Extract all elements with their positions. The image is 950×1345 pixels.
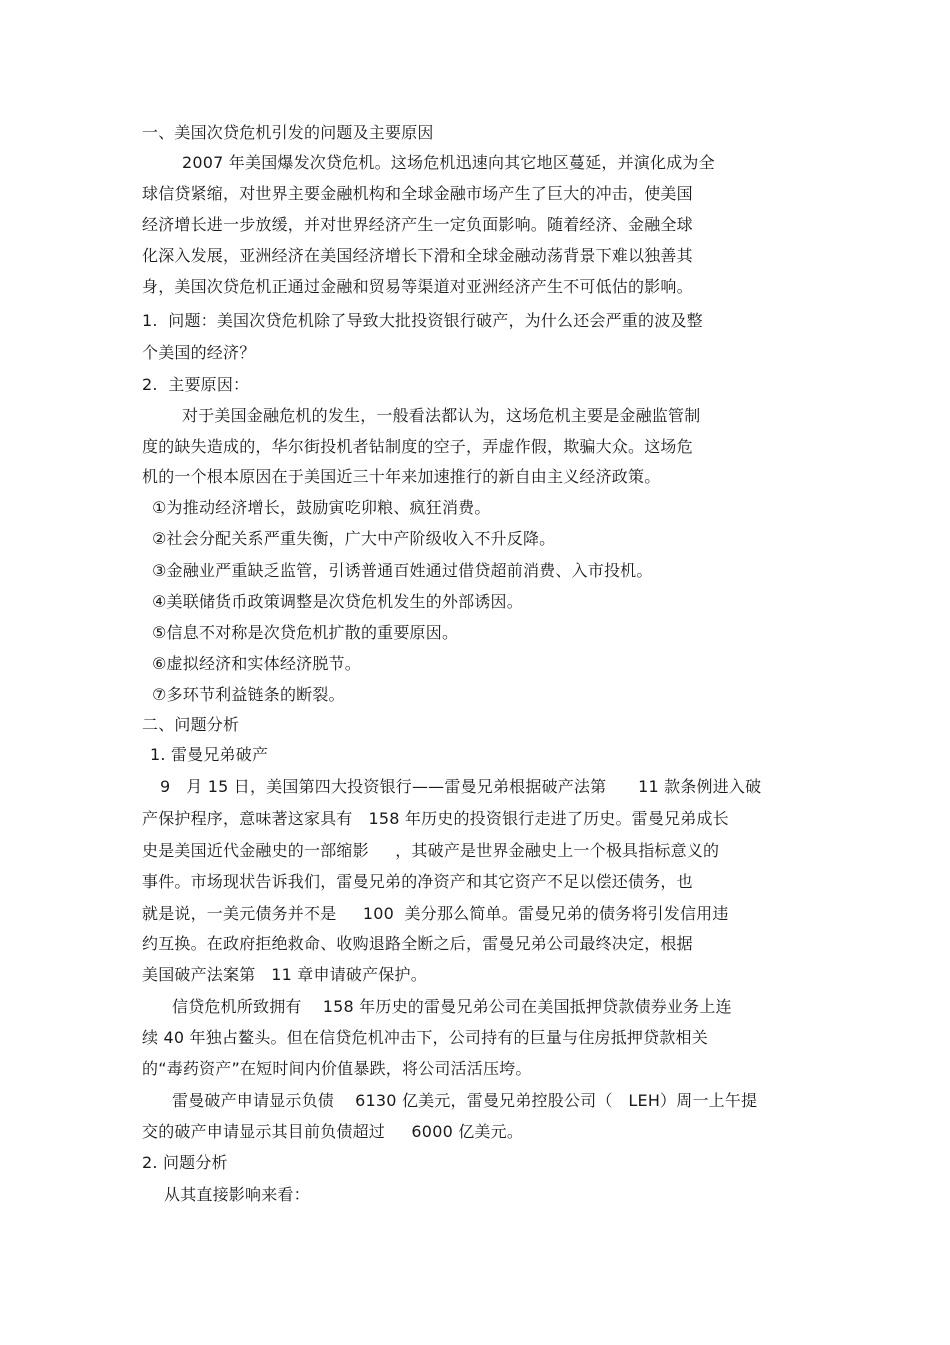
paragraph-lehman-line: 事件。市场现状告诉我们，雷曼兄弟的净资产和其它资产不足以偿还债务，也 [142, 872, 693, 891]
paragraph-intro-line: 2007 年美国爆发次贷危机。这场危机迅速向其它地区蔓延，并演化成为全 [182, 153, 715, 172]
paragraph-credit-line: 信贷危机所致拥有 158 年历史的雷曼兄弟公司在美国抵押贷款债券业务上连 [172, 997, 732, 1016]
reason-list-item: ④美联储货币政策调整是次贷危机发生的外部诱因。 [152, 592, 523, 611]
paragraph-credit-line: 续 40 年独占鳌头。但在信贷危机冲击下，公司持有的巨量与住房抵押贷款相关 [142, 1028, 708, 1047]
reason-list-item: ⑥虚拟经济和实体经济脱节。 [152, 654, 361, 673]
paragraph-intro-line: 身，美国次贷危机正通过金融和贸易等渠道对亚洲经济产生不可低估的影响。 [142, 277, 693, 296]
paragraph-credit-line: 的“毒药资产”在短时间内价值暴跌，将公司活活压垮。 [142, 1059, 532, 1078]
paragraph-lehman-line: 史是美国近代金融史的一部缩影 ，其破产是世界金融史上一个极具指标意义的 [142, 841, 720, 860]
reason-list-item: ⑦多环节利益链条的断裂。 [152, 685, 345, 704]
subsection-heading: 1. 雷曼兄弟破产 [150, 745, 269, 764]
paragraph-reasons-line: 机的一个根本原因在于美国近三十年来加速推行的新自由主义经济政策。 [142, 467, 661, 486]
paragraph-debt-line: 交的破产申请显示其目前负债超过 6000 亿美元。 [142, 1122, 524, 1141]
reason-list-item: ③金融业严重缺乏监管，引诱普通百姓通过借贷超前消费、入市投机。 [152, 561, 653, 580]
section-heading-1: 一、美国次贷危机引发的问题及主要原因 [142, 123, 434, 142]
question-item-line: 个美国的经济？ [142, 343, 256, 362]
subsection-heading: 2. 问题分析 [142, 1153, 228, 1172]
paragraph-debt-line: 雷曼破产申请显示负债 6130 亿美元，雷曼兄弟控股公司（ LEH）周一上午提 [172, 1091, 758, 1110]
paragraph-intro-line: 球信贷紧缩，对世界主要金融机构和全球金融市场产生了巨大的冲击，使美国 [142, 184, 693, 203]
reason-list-item: ②社会分配关系严重失衡，广大中产阶级收入不升反降。 [152, 529, 556, 548]
section-heading-2: 二、问题分析 [142, 715, 240, 734]
paragraph-lehman-line: 就是说，一美元债务并不是 100 美分那么简单。雷曼兄弟的债务将引发信用违 [142, 904, 729, 923]
question-item-line: 1. 问题：美国次贷危机除了导致大批投资银行破产，为什么还会严重的波及整 [142, 311, 703, 330]
paragraph-reasons-line: 度的缺失造成的，华尔街投机者钻制度的空子，弄虚作假，欺骗大众。这场危 [142, 437, 693, 456]
paragraph-lehman-line: 约互换。在政府拒绝救命、收购退路全断之后，雷曼兄弟公司最终决定，根据 [142, 934, 693, 953]
paragraph-intro-line: 经济增长进一步放缓，并对世界经济产生一定负面影响。随着经济、金融全球 [142, 215, 693, 234]
main-reasons-heading: 2. 主要原因： [142, 375, 250, 394]
reason-list-item: ⑤信息不对称是次贷危机扩散的重要原因。 [152, 623, 459, 642]
paragraph-impact-line: 从其直接影响来看： [164, 1185, 310, 1204]
paragraph-intro-line: 化深入发展，亚洲经济在美国经济增长下滑和全球金融动荡背景下难以独善其 [142, 246, 693, 265]
paragraph-lehman-line: 美国破产法案第 11 章申请破产保护。 [142, 965, 427, 984]
paragraph-reasons-line: 对于美国金融危机的发生，一般看法都认为，这场危机主要是金融监管制 [182, 406, 701, 425]
paragraph-lehman-line: 产保护程序，意味著这家具有 158 年历史的投资银行走进了历史。雷曼兄弟成长 [142, 809, 729, 828]
reason-list-item: ①为推动经济增长，鼓励寅吃卯粮、疯狂消费。 [152, 498, 491, 517]
paragraph-lehman-line: 9 月 15 日，美国第四大投资银行——雷曼兄弟根据破产法第 11 款条例进入破 [160, 777, 762, 796]
